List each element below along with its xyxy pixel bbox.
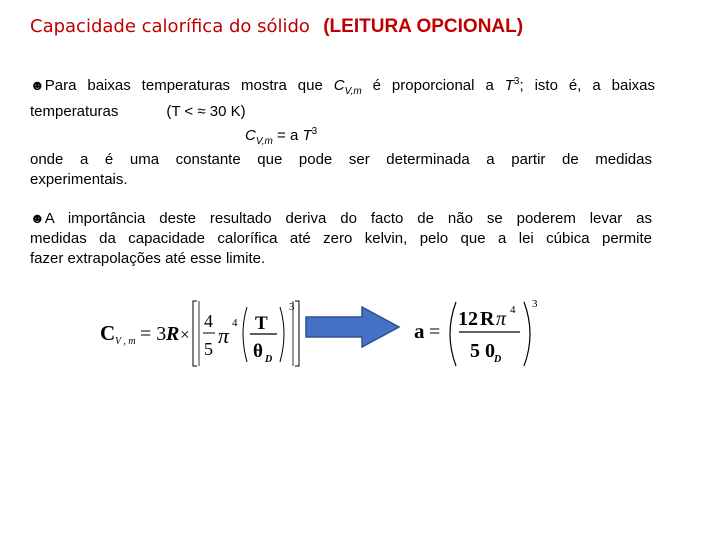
paragraph-line: medidas da capacidade calorífica até zero kelvin, pelo que a lei cúbica permite (30, 230, 652, 247)
formula-theta-sub: D (265, 354, 273, 365)
formula-num-pi-exp: 4 (510, 304, 516, 316)
paragraph-importance (30, 208, 652, 269)
formula-r: R (166, 323, 180, 345)
formula-den-sub: D (494, 354, 502, 365)
formula-right-bracket (295, 301, 299, 366)
bullet-icon: ☻ (30, 77, 45, 93)
cubic-law-equation: $C_{V,m} = a$ $T^3$ (245, 126, 318, 147)
formula-frac-den: 5 (204, 339, 213, 359)
formula-equals: = (429, 321, 441, 343)
formula-den: 5 0 (470, 340, 495, 362)
formula-pi-exp: 4 (232, 317, 238, 329)
paragraph-line: temperaturas (T < ≈ 30 K) (30, 103, 246, 120)
formula-left-bracket (193, 301, 197, 366)
formula-times: × (180, 325, 190, 344)
debye-heat-capacity-formula (95, 296, 310, 376)
formula-left-paren (450, 302, 456, 366)
formula-num-12: 12 (458, 308, 478, 330)
formula-lhs-sub: V , m (115, 336, 136, 347)
formula-equals-3: = 3 (140, 323, 167, 345)
bullet-icon: ☻ (30, 210, 45, 226)
paragraph-line: fazer extrapolações até esse limite. (30, 250, 266, 267)
formula-t: T (255, 313, 268, 334)
title-emphasis: (LEITURA OPCIONAL) (323, 16, 524, 37)
temperature-condition: (T < ≈ 30 K) (166, 103, 246, 120)
formula-lhs: C (100, 321, 116, 345)
formula-frac-num: 4 (204, 311, 213, 331)
formula-outer-exp: 3 (532, 298, 538, 310)
slide-title (30, 16, 523, 38)
paragraph-constant (30, 150, 652, 190)
paragraph-line: ☻Para baixas temperaturas mostra que $C_{V,m}$ é proporcional a $T^3$; isto é, a baixas (30, 76, 655, 97)
paragraph-line: ☻A importância deste resultado deriva do facto de não se poderem levar as (30, 210, 652, 227)
arrow-right-icon (305, 306, 401, 353)
paragraph-line: onde a é uma constante que pode ser determinada a partir de medidas (30, 151, 652, 168)
paragraph-line: experimentais. (30, 171, 128, 188)
formula-pi: π (218, 323, 230, 348)
constant-a-formula (412, 296, 552, 376)
formula-right-paren (524, 302, 530, 366)
paragraph-low-temperature (30, 72, 655, 152)
formula-num-r: R (480, 308, 495, 330)
formula-outer-exp: 3 (289, 301, 295, 313)
formula-num-pi: π (496, 308, 507, 330)
formula-theta: θ (253, 341, 263, 362)
formula-a: a (414, 319, 425, 343)
title-main: Capacidade calorífica do sólido (30, 16, 310, 37)
